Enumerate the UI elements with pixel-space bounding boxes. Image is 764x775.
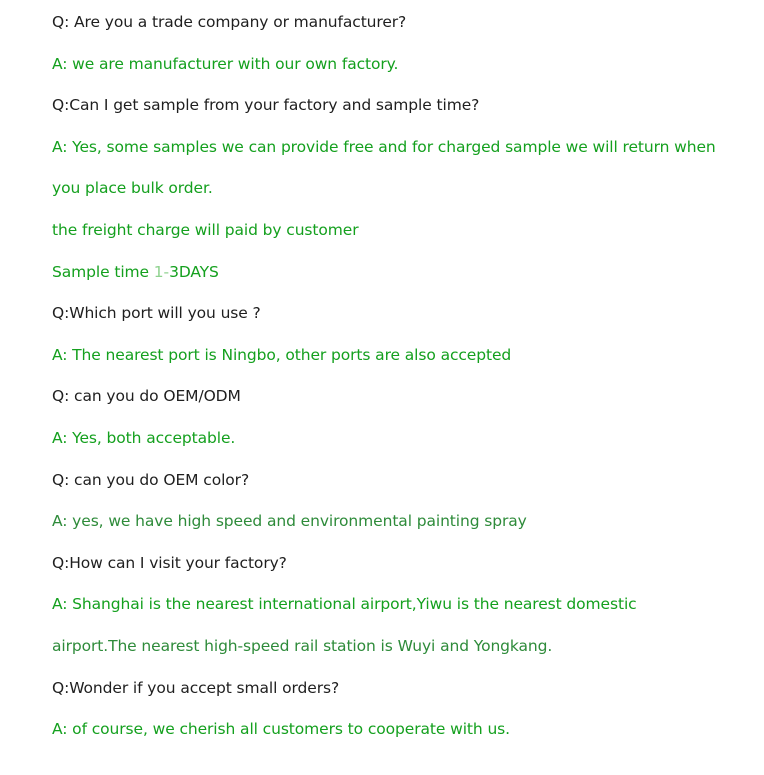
question-3: Q:Which port will you use ? [52, 304, 261, 323]
answer-2-line-2: you place bulk order. [52, 179, 213, 198]
answer-1: A: we are manufacturer with our own factory. [52, 54, 399, 73]
answer-7: A: of course, we cherish all customers to cooperate with us. [52, 720, 510, 739]
question-2: Q:Can I get sample from your factory and sample time? [52, 96, 480, 115]
answer-6-line-1: A: Shanghai is the nearest international airport,Yiwu is the nearest domestic [52, 595, 637, 614]
question-7: Q:Wonder if you accept small orders? [52, 678, 340, 697]
sample-time-end: 3DAYS [169, 262, 219, 281]
answer-2-line-3: the freight charge will paid by customer [52, 220, 359, 239]
sample-time-start: 1- [153, 262, 170, 281]
answer-3: A: The nearest port is Ningbo, other ports are also accepted [52, 345, 512, 364]
answer-2-line-4 [52, 252, 752, 294]
answer-5: A: yes, we have high speed and environmental painting spray [52, 512, 527, 531]
question-6: Q:How can I visit your factory? [52, 553, 287, 572]
answer-6-line-2: airport.The nearest high-speed rail station is Wuyi and Yongkang. [52, 636, 553, 655]
question-5: Q: can you do OEM color? [52, 470, 250, 489]
answer-2-line-1: A: Yes, some samples we can provide free and for charged sample we will return when [52, 137, 716, 156]
answer-4: A: Yes, both acceptable. [52, 428, 236, 447]
question-1: Q: Are you a trade company or manufacturer? [52, 13, 407, 31]
question-4: Q: can you do OEM/ODM [52, 387, 241, 406]
faq-list [52, 2, 752, 751]
sample-time-label: Sample time [52, 262, 154, 281]
